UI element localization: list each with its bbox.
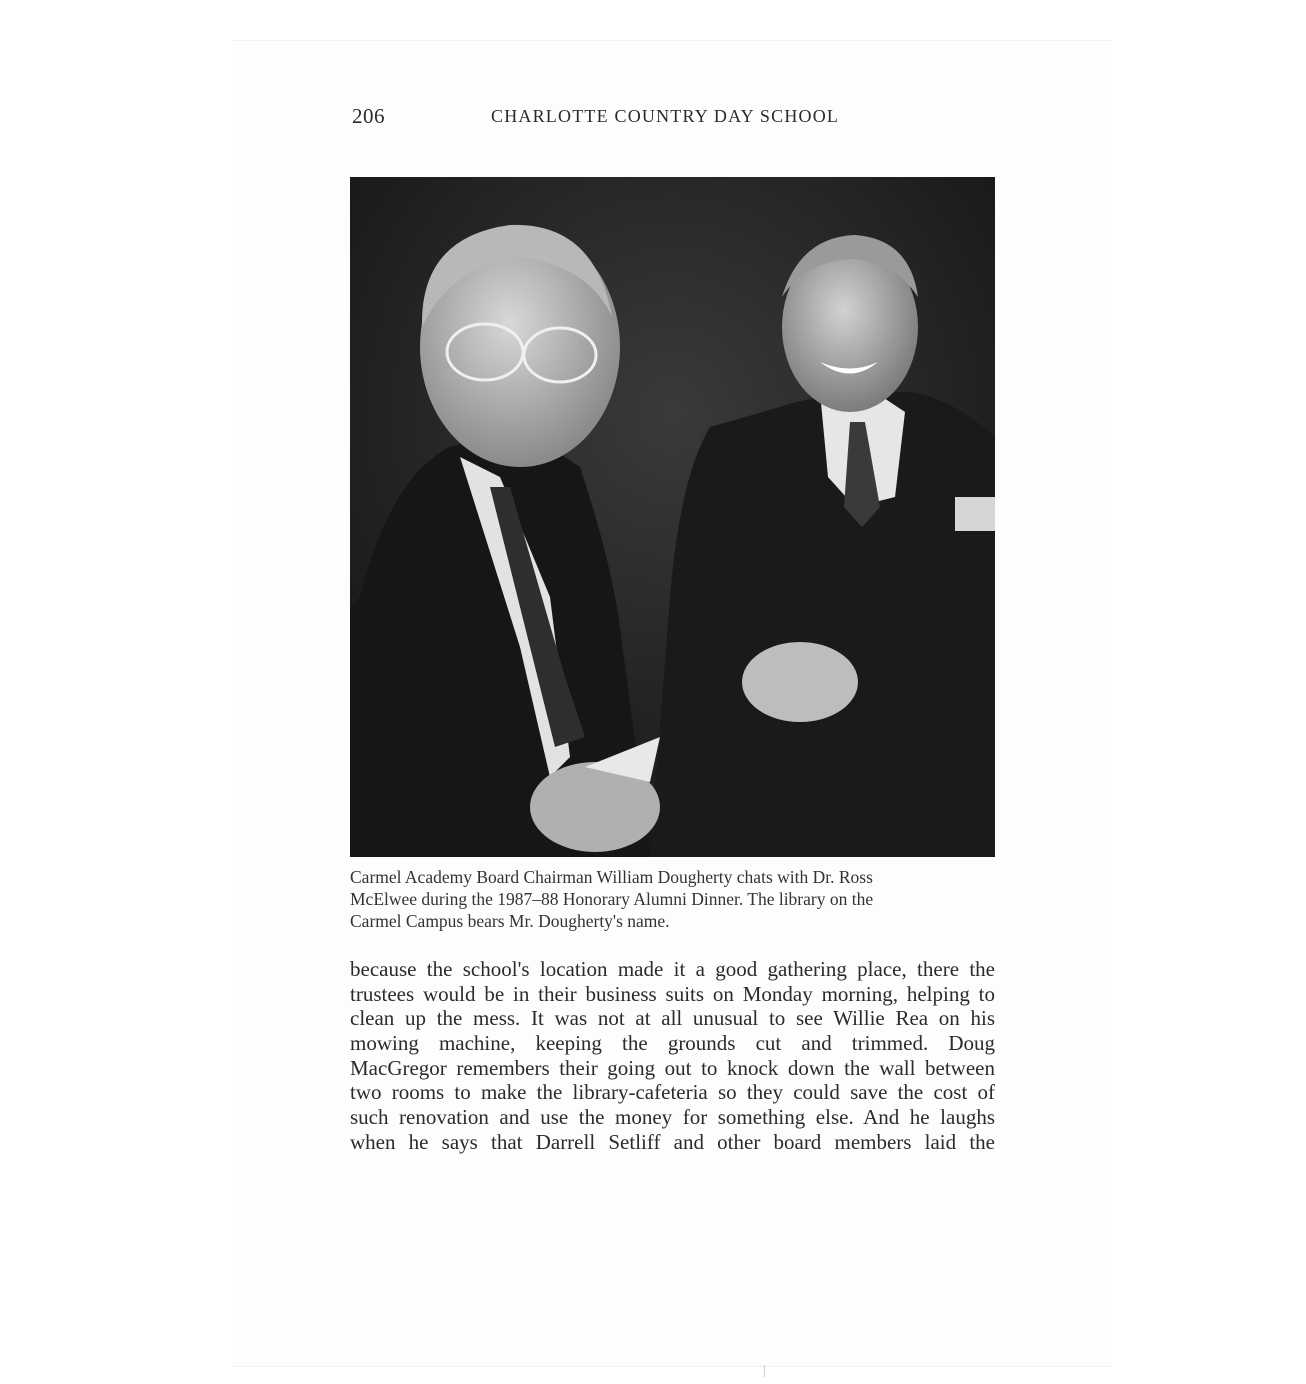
caption-line: McElwee during the 1987–88 Honorary Alumni Dinner. The library on the — [350, 889, 874, 909]
page-number: 206 — [352, 104, 385, 128]
body-line: clean up the mess. It was not at all unusual to see Willie Rea on his — [350, 1006, 995, 1031]
body-paragraph — [350, 957, 995, 1155]
photograph — [350, 177, 995, 857]
photograph-two-men-icon — [350, 177, 995, 857]
running-head — [352, 104, 992, 134]
body-line: two rooms to make the library-cafeteria so they could save the cost of — [350, 1080, 995, 1105]
body-line: because the school's location made it a good gathering place, there the — [350, 957, 995, 981]
body-line: when he says that Darrell Setliff and other board members laid the — [350, 1129, 995, 1154]
scan-mark — [764, 1365, 765, 1377]
photo-caption — [350, 866, 950, 932]
caption-line: Carmel Campus bears Mr. Dougherty's name. — [350, 911, 670, 931]
body-line: mowing machine, keeping the grounds cut and trimmed. Doug — [350, 1031, 995, 1056]
book-title: CHARLOTTE COUNTRY DAY SCHOOL — [491, 106, 840, 126]
body-line: trustees would be in their business suits on Monday morning, helping to — [350, 981, 995, 1006]
body-line: such renovation and use the money for something else. And he laughs — [350, 1105, 995, 1130]
body-line: MacGregor remembers their going out to knock down the wall between — [350, 1055, 995, 1080]
caption-line: Carmel Academy Board Chairman William Dougherty chats with Dr. Ross — [350, 867, 873, 887]
